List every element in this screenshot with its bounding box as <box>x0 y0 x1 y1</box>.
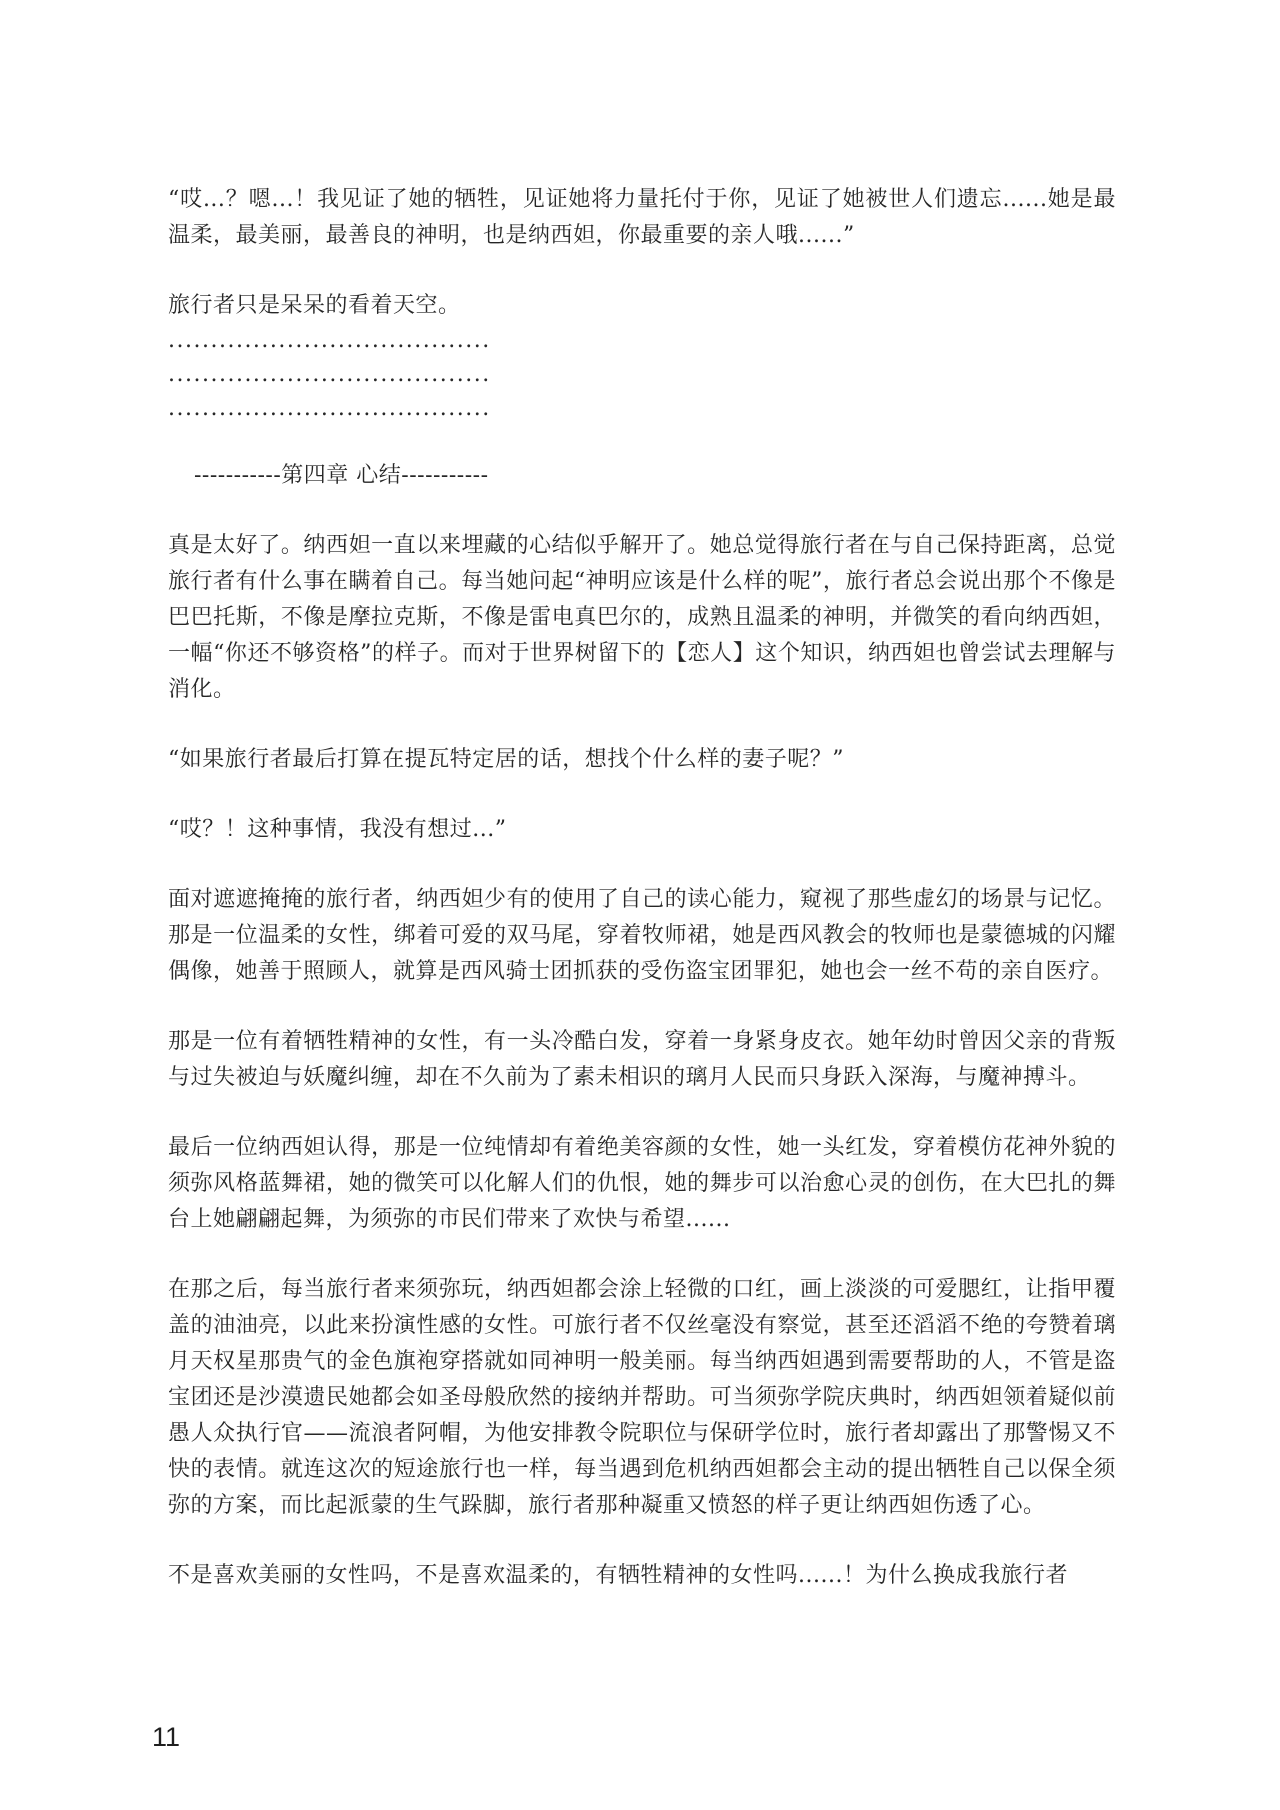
paragraph-body: 在那之后，每当旅行者来须弥玩，纳西妲都会涂上轻微的口红，画上淡淡的可爱腮红，让指甲覆盖的油油亮，以此来扮演性感的女性。可旅行者不仅丝毫没有察觉，甚至还滔滔不绝的夸赞着璃月天权星那贵气的金色旗袍穿搭就如同神明一般美丽。每当纳西妲遇到需要帮助的人，不管是盗宝团还是沙漠遗民她都会如圣母般欣然的接纳并帮助。可当须弥学院庆典时，纳西妲领着疑似前愚人众执行官——流浪者阿帽，为他安排教令院职位与保研学位时，旅行者却露出了那警惕又不快的表情。就连这次的短途旅行也一样，每当遇到危机纳西妲都会主动的提出牺牲自己以保全须弥的方案，而比起派蒙的生气跺脚，旅行者那种凝重又愤怒的样子更让纳西妲伤透了心。 <box>168 1277 1116 1518</box>
ellipsis-line: ...................................... <box>168 362 491 387</box>
page-content <box>168 182 1116 1628</box>
paragraph-dialogue-opening: “哎...？嗯...！我见证了她的牺牲，见证她将力量托付于你，见证了她被世人们遗忘......她是最温柔，最美丽，最善良的神明，也是纳西妲，你最重要的亲人哦......” <box>168 187 1116 248</box>
ellipsis-line: ...................................... <box>168 396 491 421</box>
paragraph-dialogue-question: “如果旅行者最后打算在提瓦特定居的话，想找个什么样的妻子呢？” <box>168 747 844 772</box>
paragraph-dialogue-answer: “哎？！这种事情，我没有想过...” <box>168 817 507 842</box>
paragraph-body: 最后一位纳西妲认得，那是一位纯情却有着绝美容颜的女性，她一头红发，穿着模仿花神外貌的须弥风格蓝舞裙，她的微笑可以化解人们的仇恨，她的舞步可以治愈心灵的创伤，在大巴扎的舞台上她翩翩起舞，为须弥的市民们带来了欢快与希望...... <box>168 1135 1116 1232</box>
paragraph-body: 不是喜欢美丽的女性吗，不是喜欢温柔的，有牺牲精神的女性吗......！为什么换成我旅行者 <box>168 1563 1068 1588</box>
page-number: 11 <box>152 1722 181 1752</box>
chapter-heading: -----------第四章 心结----------- <box>194 463 489 488</box>
ellipsis-line: ...................................... <box>168 328 491 353</box>
paragraph-body: 面对遮遮掩掩的旅行者，纳西妲少有的使用了自己的读心能力，窥视了那些虚幻的场景与记忆。那是一位温柔的女性，绑着可爱的双马尾，穿着牧师裙，她是西风教会的牧师也是蒙德城的闪耀偶像，她善于照顾人，就算是西风骑士团抓获的受伤盗宝团罪犯，她也会一丝不苟的亲自医疗。 <box>168 887 1116 984</box>
paragraph-body: 那是一位有着牺牲精神的女性，有一头冷酷白发，穿着一身紧身皮衣。她年幼时曾因父亲的背叛与过失被迫与妖魔纠缠，却在不久前为了素未相识的璃月人民而只身跃入深海，与魔神搏斗。 <box>168 1029 1116 1090</box>
paragraph-body: 真是太好了。纳西妲一直以来埋藏的心结似乎解开了。她总觉得旅行者在与自己保持距离，总觉旅行者有什么事在瞒着自己。每当她问起“神明应该是什么样的呢”，旅行者总会说出那个不像是巴巴托斯，不像是摩拉克斯，不像是雷电真巴尔的，成熟且温柔的神明，并微笑的看向纳西妲，一幅“你还不够资格”的样子。而对于世界树留下的【恋人】这个知识，纳西妲也曾尝试去理解与消化。 <box>168 533 1116 702</box>
paragraph-traveler-sky: 旅行者只是呆呆的看着天空。 <box>168 293 461 318</box>
